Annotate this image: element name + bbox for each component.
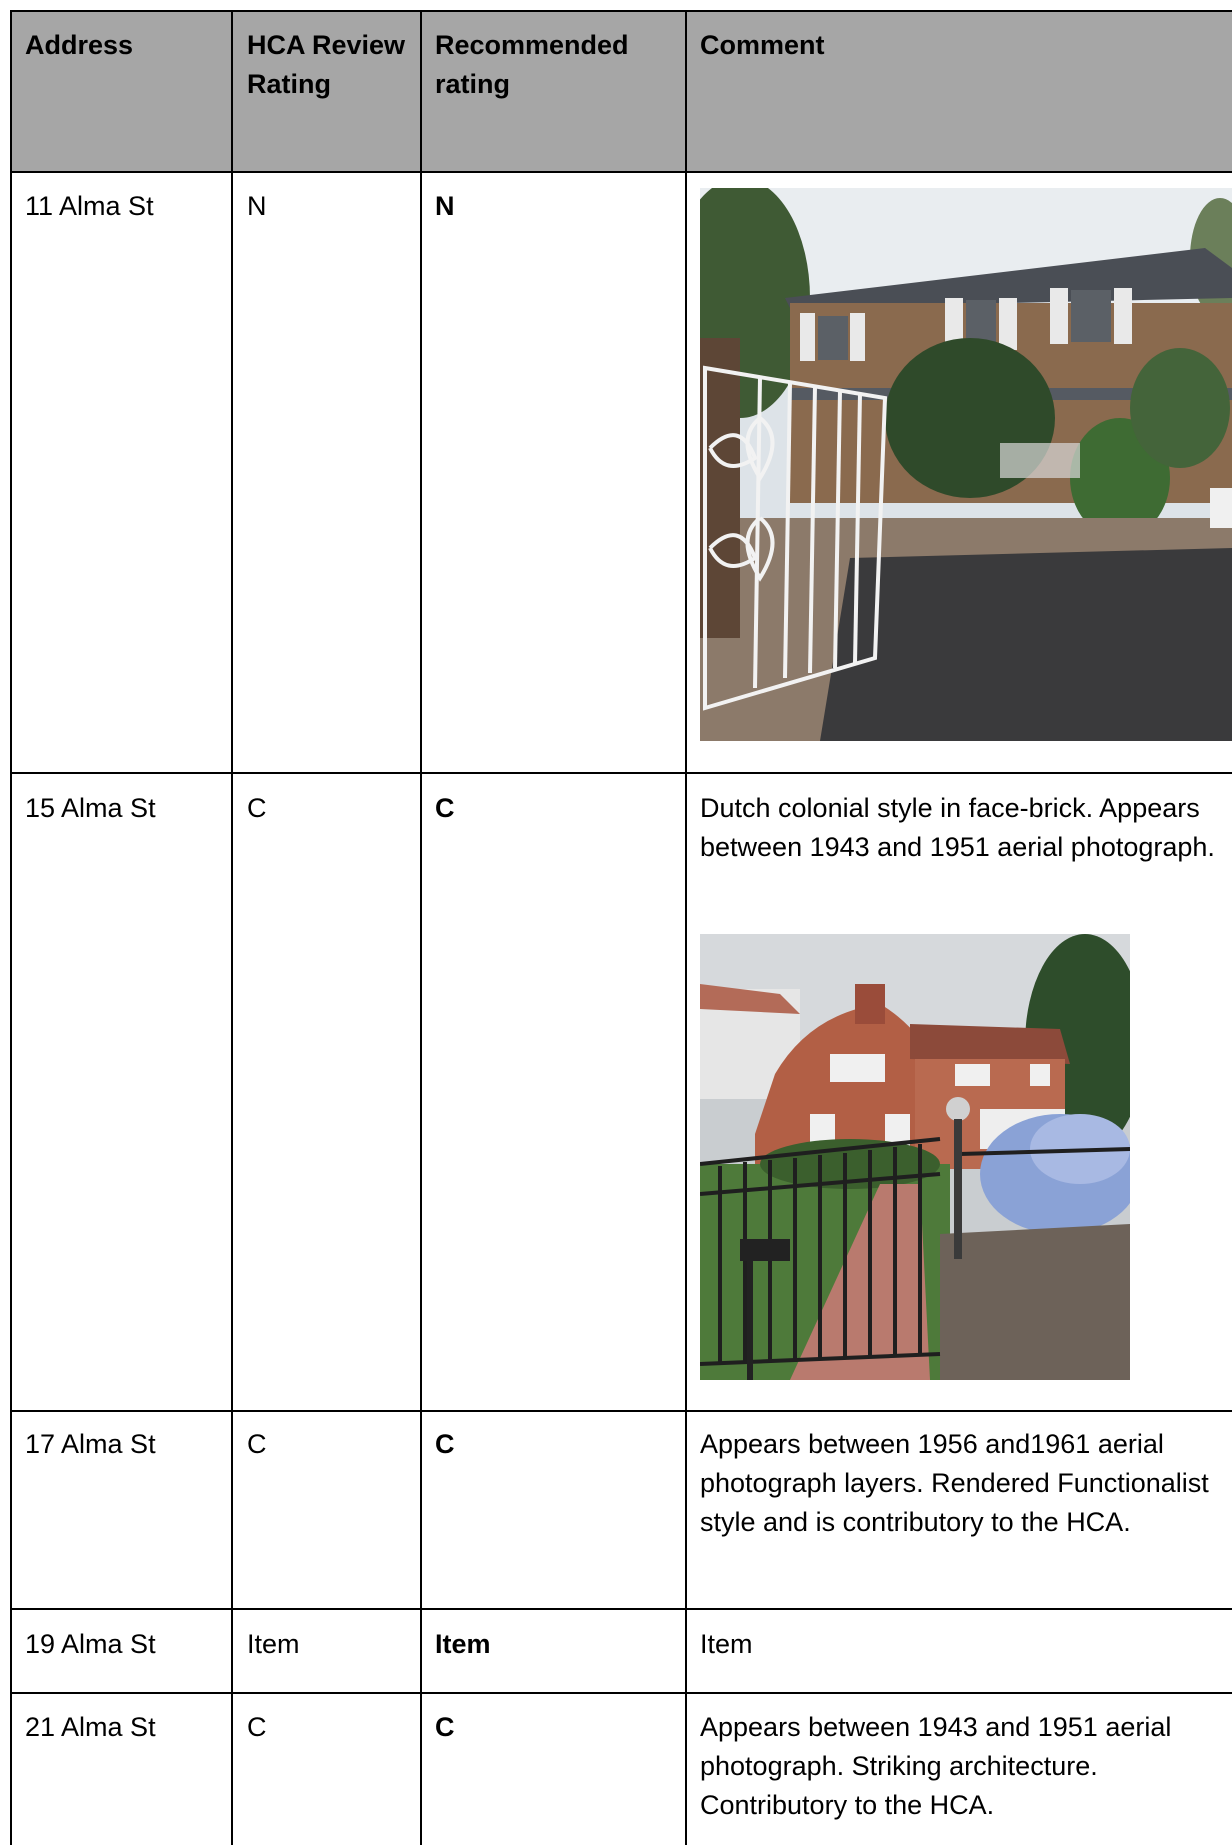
- grid-line: [10, 10, 12, 1845]
- header-comment: Comment: [700, 30, 825, 60]
- row-recommended-rating: Item: [435, 1629, 491, 1659]
- grid-line: [10, 1692, 1232, 1694]
- row-address: 21 Alma St: [25, 1712, 156, 1742]
- row-hca-rating: N: [247, 191, 267, 221]
- row-hca-rating: C: [247, 1429, 267, 1459]
- grid-line: [10, 1608, 1232, 1610]
- header-address: Address: [25, 30, 134, 60]
- row-recommended-rating: C: [435, 1712, 455, 1742]
- row-hca-rating: Item: [247, 1629, 300, 1659]
- grid-line: [10, 1410, 1232, 1412]
- grid-line: [10, 772, 1232, 774]
- grid-line: [420, 10, 422, 1845]
- grid-line: [10, 10, 1232, 12]
- row-recommended-rating: C: [435, 1429, 455, 1459]
- row-comment: Appears between 1943 and 1951 aerial photograph. Striking architecture. Contributory to the HCA.: [700, 1712, 1172, 1820]
- row-comment: Item: [700, 1629, 753, 1659]
- house-photo-image: [700, 188, 1232, 741]
- row-hca-rating: C: [247, 1712, 267, 1742]
- house-photo-image: [700, 934, 1130, 1380]
- header-hca-review-rating: HCA Review Rating: [247, 30, 406, 99]
- house-photo-15-alma-st: [700, 934, 1130, 1380]
- house-photo-11-alma-st: [700, 188, 1232, 741]
- row-hca-rating: C: [247, 793, 267, 823]
- row-address: 19 Alma St: [25, 1629, 156, 1659]
- row-comment: Appears between 1956 and1961 aerial photograph layers. Rendered Functionalist style and is contributory to the HCA.: [700, 1429, 1209, 1537]
- row-address: 11 Alma St: [25, 191, 154, 221]
- grid-line: [10, 171, 1232, 173]
- row-recommended-rating: N: [435, 191, 455, 221]
- header-recommended-rating: Recommended rating: [435, 30, 629, 99]
- row-recommended-rating: C: [435, 793, 455, 823]
- row-address: 17 Alma St: [25, 1429, 156, 1459]
- row-address: 15 Alma St: [25, 793, 156, 823]
- grid-line: [685, 10, 687, 1845]
- grid-line: [231, 10, 233, 1845]
- row-comment: Dutch colonial style in face-brick. Appears between 1943 and 1951 aerial photograph.: [700, 793, 1215, 862]
